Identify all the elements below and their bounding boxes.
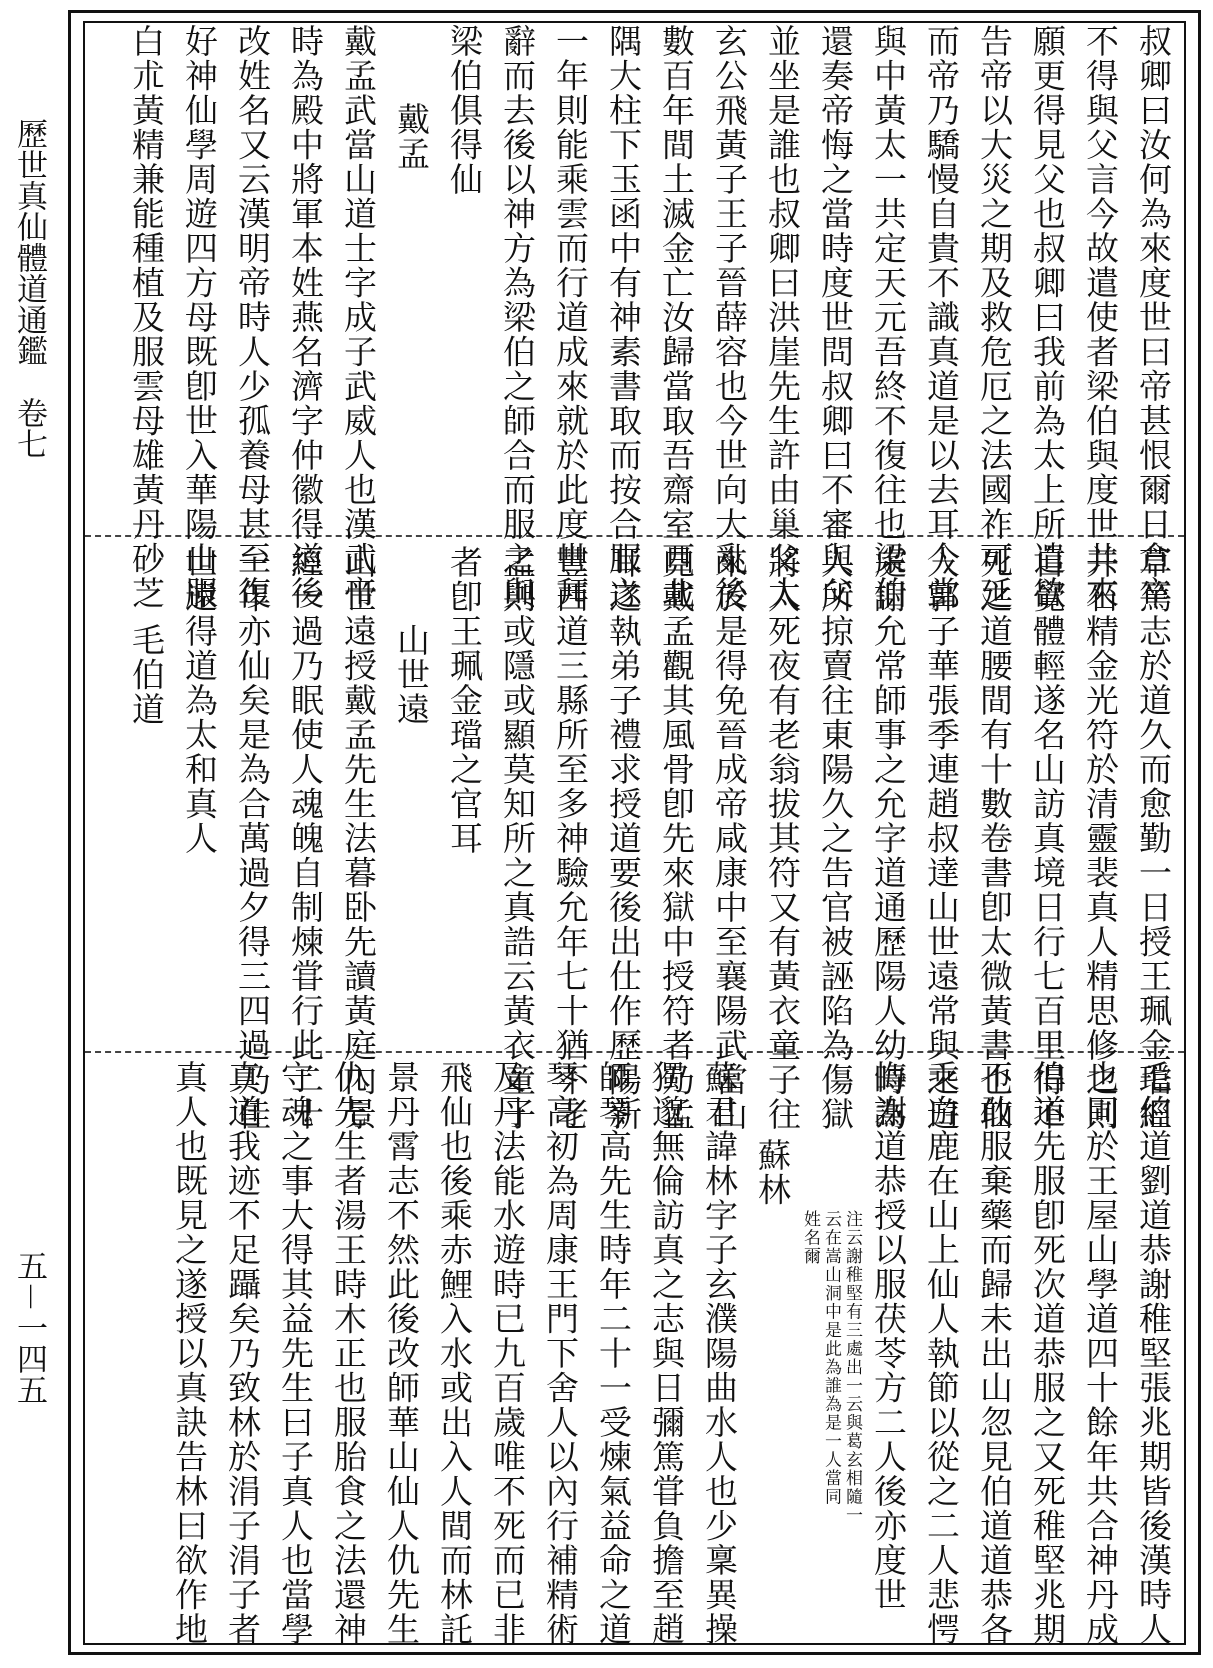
text-column: 數百年間土滅金亡汝歸當取吾齋室西北 [657,24,696,611]
text-column: 豐西道三縣所至多神驗允年七十猶不老 [551,545,590,1132]
text-column: 景丹霄志不然此後改師華山仙人仇先生 [382,1060,421,1647]
text-column: 草篤志於道久而愈勤一日授王珮金璫經 [1134,545,1173,1132]
text-column: 也同於王屋山學道四十餘年共合神丹成 [1081,1060,1120,1647]
text-column: 戴孟武當山道士字成子武威人也漢武帝 [339,24,378,611]
text-column: 不得與父言今故遣使者梁伯與度世共來 [1081,24,1120,611]
text-column: 乘白鹿在山上仙人執節以從之二人悲愕 [922,1060,961,1647]
text-column: 仇先生者湯王時木正也服胎食之法還神 [329,1060,368,1647]
text-column: 見戴孟觀其風骨卽先來獄中授符者乃孟 [657,545,696,1132]
annotation-column: 姓名爾 [800,1210,820,1266]
text-column: 時為殿中將軍本姓燕名濟字仲徽得道後 [286,24,325,611]
text-column: 師琴高先生時年二十一受煉氣益命之道 [594,1060,633,1647]
text-column: 一年亦仙矣是為合萬過夕得三四過乃佳 [233,545,272,1132]
text-column: 叔卿曰汝何為來度世曰帝甚恨爾日倉卒 [1134,24,1173,611]
text-column: 并石精金光符於清靈裴真人精思修之則 [1081,545,1120,1132]
text-column: 辭而去後以神方為梁伯之師合而服之與 [498,24,537,611]
text-column: 山世遠授戴孟先生法暮卧先讀黃庭內景 [339,545,378,1132]
text-column: 琴高初為周康王門下舍人以內行補精術 [541,1060,580,1647]
text-column: 玄公飛黃子王子晉薛容也今世向大亂後 [710,24,749,611]
text-column: 好神仙學周遊四方母既卽世入華陽山服 [180,24,219,611]
text-column: 不敢服棄藥而歸未出山忽見伯道道恭各 [975,1060,1014,1647]
section-heading: 蘇林 [753,1138,792,1207]
text-column: 願更得見父也叔卿曰我前為太上所遣欲 [1028,24,1067,611]
text-column: 改姓名又云漢明帝時人少孤養母甚至復 [233,24,272,611]
text-column: 而帝乃驕慢自貴不識真道是以去耳今當 [922,24,961,611]
text-column: 與中黃太一共定天元吾終不復往也梁伯 [869,24,908,611]
text-column: 及丹法能水遊時已九百歲唯不死而已非 [488,1060,527,1647]
text-column: 自覺體輕遂名山訪真境日行七百里得不 [1028,545,1067,1132]
text-block [163,1060,1180,1647]
text-column: 真人也既見之遂授以真訣告林曰欲作地 [170,1060,209,1647]
text-column: 毛伯道劉道恭謝稚堅張兆期皆後漢時人 [1134,1060,1173,1647]
text-column: 者卽王珮金璫之官耳 [445,545,484,856]
text-column: 還奏帝悔之當時度世問叔卿曰不審與父 [816,24,855,611]
text-column: 世遠得道為太和真人 [180,545,219,856]
text-column: 耳遂執弟子禮求授道要後出仕作歷陽新 [604,545,643,1132]
text-band-3 [120,1060,1180,1647]
page-number-margin: 五－一四五 [11,1250,47,1405]
section-heading: 毛伯道 [127,623,166,727]
annotation-column: 云在嵩山洞中是此為誰為是一人當同 [821,1210,841,1506]
text-column: 死之道腰間有十數卷書卽太微黃書也仙 [975,545,1014,1132]
text-column: 處謝允常師事之允字道通歷陽人幼時為 [869,545,908,1132]
text-column: 守魂之事大得其益先生曰子真人也當學 [276,1060,315,1647]
text-block [120,545,1180,1132]
text-column: 並坐是誰也叔卿曰洪崖先生許由巢父太 [763,24,802,611]
section-heading: 戴孟 [392,102,431,171]
text-column: 梁伯俱得仙 [445,24,484,197]
text-band-2 [120,545,1180,1132]
text-band-1 [120,24,1180,611]
text-column: 飛仙也後乘赤鯉入水或出入人間而林託 [435,1060,474,1647]
text-column: 獨邈無倫訪真之志與日彌篤甞負擔至趙 [647,1060,686,1647]
text-column: 將入死夜有老翁拔其符又有黃衣童子往 [763,545,802,1132]
text-column: 孟則或隱或顯莫知所之真誥云黃衣童子 [498,545,537,1132]
text-column: 伯道先服卽死次道恭服之又死稚堅兆期 [1028,1060,1067,1647]
text-column: 蘇君諱林字子玄濮陽曲水人也少稟異操 [700,1060,739,1647]
text-column: 經一過乃眠使人魂魄自制煉甞行此二十 [286,545,325,1132]
text-block [120,24,1180,611]
text-column: 人所掠賣往東陽久之告官被誣陷為傷獄 [816,545,855,1132]
text-column: 白朮黃精兼能種植及服雲母雄黃丹砂芝 [127,24,166,611]
text-column: 來於是得免晉成帝咸康中至襄陽武當山 [710,545,749,1132]
text-column: 人郭子華張季連趙叔達山世遠常與之遊 [922,545,961,1132]
text-column: 告帝以大災之期及救危厄之法國祚可延 [975,24,1014,611]
text-column: 隅大柱下玉函中有神素書取而按合服之 [604,24,643,611]
book-title-margin: 歷世真仙體道通鑑 卷七 [11,118,47,459]
text-column: 悔謝道恭授以服茯苓方二人後亦度世 [869,1060,908,1612]
annotation-column: 注云謝稚堅有三處出一云與葛玄相隨一 [842,1210,862,1525]
section-heading: 山世遠 [392,623,431,727]
text-column: 一年則能乘雲而行道成來就於此度世拜 [551,24,590,611]
text-column: 真道我迹不足躡矣乃致林於涓子涓子者 [223,1060,262,1647]
